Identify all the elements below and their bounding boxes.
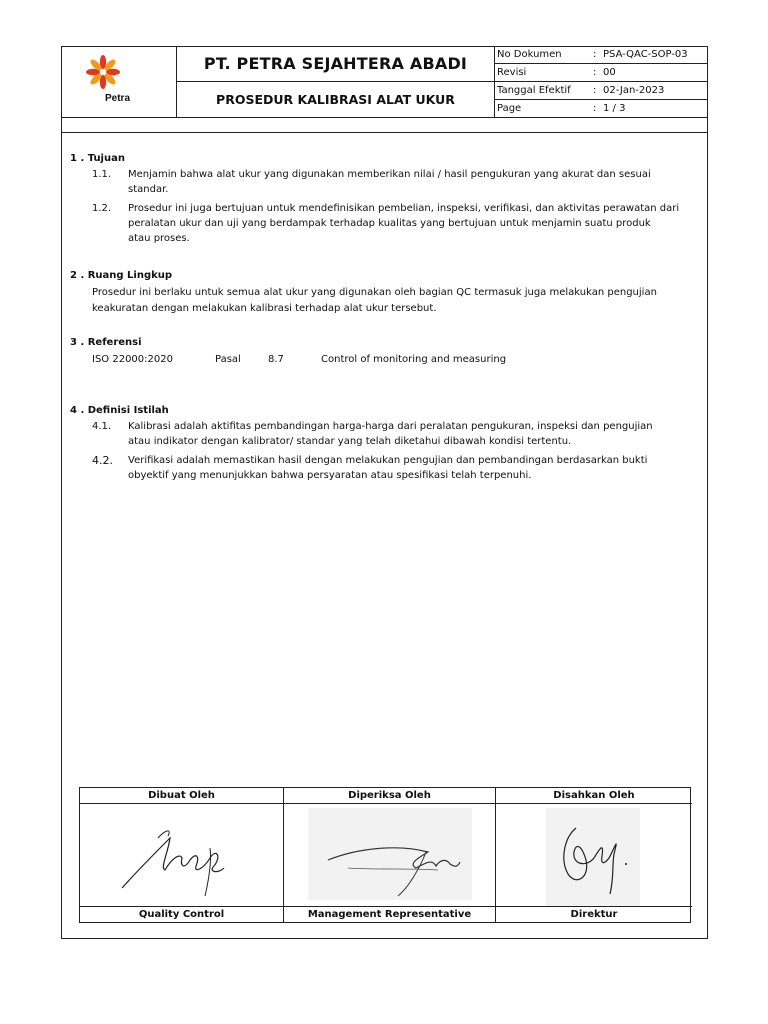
- petra-logo: [61, 46, 177, 118]
- item-text-line: atau indikator dengan kalibrator/ standar yang telah diketahui dibawah kondisi tertentu.: [128, 436, 572, 447]
- item-text-line: obyektif yang menunjukkan bahwa persyaratan atau spesifikasi telah terpenuhi.: [128, 470, 532, 481]
- meta-value: 02-Jan-2023: [603, 85, 665, 96]
- meta-sep: :: [593, 85, 597, 96]
- signature-image: [546, 808, 640, 906]
- signature-image: [308, 808, 472, 900]
- section-2-title: 2 . Ruang Lingkup: [70, 270, 173, 281]
- meta-row: [495, 46, 708, 64]
- logo-text: Petra: [105, 93, 131, 104]
- logo-cell: [61, 46, 177, 118]
- reference-clause: 8.7: [268, 354, 284, 365]
- item-text-line: Prosedur ini juga bertujuan untuk mendefinisikan pembelian, inspeksi, verifikasi, dan aktivitas perawatan dari: [128, 203, 680, 214]
- meta-sep: :: [593, 49, 597, 60]
- signature-role: Quality Control: [80, 906, 283, 922]
- item-number: 1.2.: [92, 203, 112, 214]
- header-spacer-row: [61, 118, 708, 133]
- document-header: [61, 46, 708, 119]
- document-meta: [495, 46, 708, 118]
- meta-row: [495, 82, 708, 100]
- item-number: 1.1.: [92, 169, 112, 180]
- item-text-line: Verifikasi adalah memastikan hasil dengan melakukan pengujian dan pembandingan berdasarkan bukti: [128, 455, 648, 466]
- signature-header: Disahkan Oleh: [496, 788, 692, 804]
- reference-pasal: Pasal: [215, 354, 241, 365]
- item-text-line: peralatan ukur dan uji yang berdampak terhadap kualitas yang bertujuan untuk menjamin suatu produk: [128, 218, 651, 229]
- reference-description: Control of monitoring and measuring: [321, 354, 507, 365]
- meta-key: Page: [497, 103, 522, 114]
- signature-column: [80, 788, 284, 922]
- meta-value: 00: [603, 67, 616, 78]
- item-text-line: Menjamin bahwa alat ukur yang digunakan memberikan nilai / hasil pengukuran yang akurat dan sesuai: [128, 169, 651, 180]
- item-text-line: Kalibrasi adalah aktifitas pembandingan harga-harga dari peralatan pengukuran, inspeksi dan pengujian: [128, 421, 653, 432]
- meta-key: No Dokumen: [497, 49, 562, 60]
- item-number: 4.1.: [92, 421, 112, 432]
- item-text-line: standar.: [128, 184, 169, 195]
- section-3-title: 3 . Referensi: [70, 337, 142, 348]
- signature-header: Dibuat Oleh: [80, 788, 283, 804]
- signature-role: Management Representative: [284, 906, 495, 922]
- signature-table: [79, 787, 691, 923]
- signature-header: Diperiksa Oleh: [284, 788, 495, 804]
- reference-standard: ISO 22000:2020: [92, 354, 173, 365]
- meta-sep: :: [593, 103, 597, 114]
- signature-column: [284, 788, 496, 922]
- paragraph-line: keakuratan dengan melakukan kalibrasi terhadap alat ukur tersebut.: [92, 303, 437, 314]
- signature-image: [110, 808, 260, 904]
- meta-key: Tanggal Efektif: [497, 85, 571, 96]
- item-text-line: atau proses.: [128, 233, 190, 244]
- meta-sep: :: [593, 67, 597, 78]
- meta-value: PSA-QAC-SOP-03: [603, 49, 688, 60]
- signature-column: [496, 788, 692, 922]
- signature-role: Direktur: [496, 906, 692, 922]
- meta-row: [495, 64, 708, 82]
- document-title: PROSEDUR KALIBRASI ALAT UKUR: [177, 82, 495, 118]
- meta-row: [495, 100, 708, 118]
- company-name: PT. PETRA SEJAHTERA ABADI: [177, 46, 495, 82]
- section-4-title: 4 . Definisi Istilah: [70, 405, 169, 416]
- paragraph-line: Prosedur ini berlaku untuk semua alat ukur yang digunakan oleh bagian QC termasuk juga melakukan pengujian: [92, 287, 657, 298]
- section-1-title: 1 . Tujuan: [70, 153, 125, 164]
- meta-key: Revisi: [497, 67, 527, 78]
- meta-value: 1 / 3: [603, 103, 626, 114]
- item-number: 4.2.: [92, 454, 113, 467]
